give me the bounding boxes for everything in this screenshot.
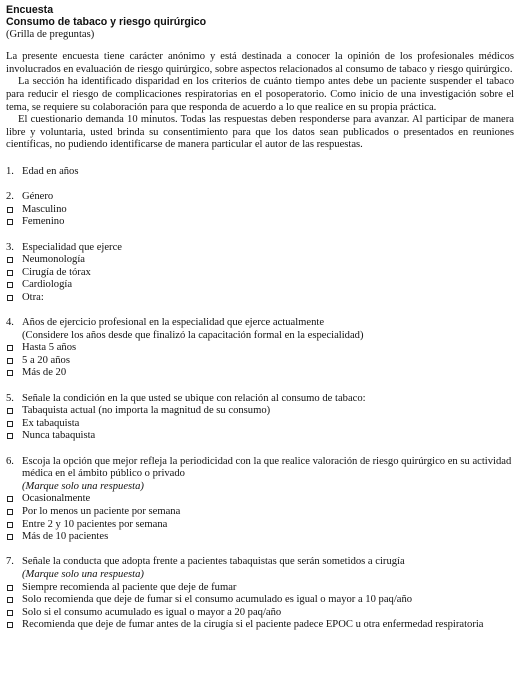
answer-option[interactable]: [6, 506, 514, 519]
checkbox-icon[interactable]: [6, 519, 22, 532]
option-label: Entre 2 y 10 pacientes por semana: [22, 518, 168, 530]
question-text: Especialidad que ejerce: [22, 241, 122, 253]
question-row: [6, 191, 514, 204]
option-label: Por lo menos un paciente por semana: [22, 506, 181, 517]
answer-option[interactable]: [6, 493, 514, 506]
question-number: 2.: [6, 191, 14, 203]
checkbox-icon[interactable]: [6, 216, 22, 229]
answer-option[interactable]: [6, 418, 514, 431]
option-label: Femenino: [22, 216, 65, 228]
question-number: 6.: [6, 455, 14, 467]
option-label: Tabaquista actual (no importa la magnitud de su consumo): [22, 405, 271, 417]
question-2: [6, 191, 514, 229]
checkbox-icon[interactable]: [6, 355, 22, 368]
checkbox-icon[interactable]: [6, 254, 22, 267]
checkbox-icon[interactable]: [6, 582, 22, 595]
checkbox-icon[interactable]: [6, 493, 22, 506]
question-note: (Marque solo una respuesta): [22, 480, 144, 492]
option-label: Hasta 5 años: [22, 342, 77, 354]
question-4: [6, 317, 514, 380]
checkbox-icon[interactable]: [6, 430, 22, 443]
intro-paragraph: La sección ha identificado disparidad en los criterios de cuánto tiempo antes debe un paciente suspender el tabaco para reducir el riesgo de complicaciones respiratorias en el posoperatorio. Como inicio de una investigación sobre el tema, se requiere su colaboración para que responda de acuerdo a lo que realice en su propia práctica.: [6, 76, 514, 113]
question-number: 3.: [6, 241, 14, 253]
option-label: Ocasionalmente: [22, 493, 91, 505]
option-label: Ex tabaquista: [22, 417, 80, 429]
question-1: [6, 166, 514, 179]
answer-option[interactable]: [6, 355, 514, 368]
option-label: Recomienda que deje de fumar antes de la cirugía si el paciente padece EPOC u otra enfermedad respiratoria: [22, 619, 484, 631]
question-text: Señale la conducta que adopta frente a pacientes tabaquistas que serán sometidos a cirugía: [22, 556, 405, 568]
question-list: [6, 166, 514, 632]
answer-option[interactable]: [6, 267, 514, 280]
question-text: Años de ejercicio profesional en la especialidad que ejerce actualmente: [22, 317, 325, 329]
checkbox-icon[interactable]: [6, 531, 22, 544]
checkbox-icon[interactable]: [6, 418, 22, 431]
survey-subtitle: (Grilla de preguntas): [6, 28, 95, 40]
checkbox-icon[interactable]: [6, 292, 22, 305]
checkbox-icon[interactable]: [6, 204, 22, 217]
option-label: 5 a 20 años: [22, 354, 70, 366]
answer-option[interactable]: [6, 582, 514, 595]
answer-option[interactable]: [6, 430, 514, 443]
checkbox-icon[interactable]: [6, 506, 22, 519]
answer-option[interactable]: [6, 254, 514, 267]
question-row: [6, 556, 514, 569]
question-7: [6, 556, 514, 632]
checkbox-icon[interactable]: [6, 594, 22, 607]
answer-option[interactable]: [6, 531, 514, 544]
answer-option[interactable]: [6, 367, 514, 380]
option-label: Siempre recomienda al paciente que deje de fumar: [22, 581, 237, 593]
question-row: [6, 456, 514, 481]
question-note: (Considere los años desde que finalizó la capacitación formal en la especialidad): [22, 329, 364, 341]
question-text: Escoja la opción que mejor refleja la periodicidad con la que realice valoración de riesgo quirúrgico en su actividad médica en el ámbito público o privado: [22, 455, 512, 480]
option-label: Cirugía de tórax: [22, 266, 91, 278]
survey-title: Consumo de tabaco y riesgo quirúrgico: [6, 16, 207, 29]
checkbox-icon[interactable]: [6, 367, 22, 380]
answer-option[interactable]: [6, 204, 514, 217]
question-5: [6, 393, 514, 443]
question-text: Edad en años: [22, 165, 79, 177]
option-label: Masculino: [22, 203, 67, 215]
answer-option[interactable]: [6, 216, 514, 229]
checkbox-icon[interactable]: [6, 279, 22, 292]
option-label: Más de 20: [22, 367, 67, 379]
question-3: [6, 242, 514, 305]
question-row: [6, 317, 514, 330]
question-text: Género: [22, 191, 54, 203]
answer-option[interactable]: [6, 292, 514, 305]
answer-option[interactable]: [6, 342, 514, 355]
question-number: 4.: [6, 317, 14, 329]
answer-option[interactable]: [6, 279, 514, 292]
intro-paragraph: La presente encuesta tiene carácter anónimo y está destinada a conocer la opinión de los profesionales médicos involucrados en evaluación de riesgo quirúrgico, sobre aspectos relacionados al consumo de tabaco y riesgo quirúrgico.: [6, 51, 514, 75]
question-number: 7.: [6, 556, 14, 568]
checkbox-icon[interactable]: [6, 342, 22, 355]
question-number: 5.: [6, 392, 14, 404]
checkbox-icon[interactable]: [6, 619, 22, 632]
option-label: Solo recomienda que deje de fumar si el consumo acumulado es igual o mayor a 10 paq/año: [22, 594, 413, 606]
question-6: [6, 456, 514, 544]
option-label: Nunca tabaquista: [22, 430, 96, 442]
question-note: (Marque solo una respuesta): [22, 568, 144, 580]
question-row: [6, 393, 514, 406]
answer-option[interactable]: [6, 519, 514, 532]
option-label: Más de 10 pacientes: [22, 531, 109, 543]
option-label: Neumonología: [22, 254, 85, 266]
question-row: [6, 166, 514, 179]
option-label: Solo si el consumo acumulado es igual o mayor a 20 paq/año: [22, 606, 282, 618]
answer-option[interactable]: [6, 405, 514, 418]
answer-option[interactable]: [6, 594, 514, 607]
question-text: Señale la condición en la que usted se ubique con relación al consumo de tabaco:: [22, 392, 366, 404]
intro-section: [6, 51, 514, 152]
intro-paragraph: El cuestionario demanda 10 minutos. Todas las respuestas deben responderse para avanzar. Al participar de manera libre y voluntaria, usted brinda su consentimiento para que los datos sean publicados o presentados en reuniones científicas, no pudiendo identificarse de manera particular el autor de las respuestas.: [6, 114, 514, 151]
answer-option[interactable]: [6, 607, 514, 620]
checkbox-icon[interactable]: [6, 405, 22, 418]
option-label: Otra:: [22, 291, 44, 303]
survey-label: Encuesta: [6, 4, 54, 16]
checkbox-icon[interactable]: [6, 607, 22, 620]
answer-option[interactable]: [6, 619, 514, 632]
question-row: [6, 242, 514, 255]
question-number: 1.: [6, 165, 14, 177]
option-label: Cardiología: [22, 279, 73, 291]
checkbox-icon[interactable]: [6, 267, 22, 280]
